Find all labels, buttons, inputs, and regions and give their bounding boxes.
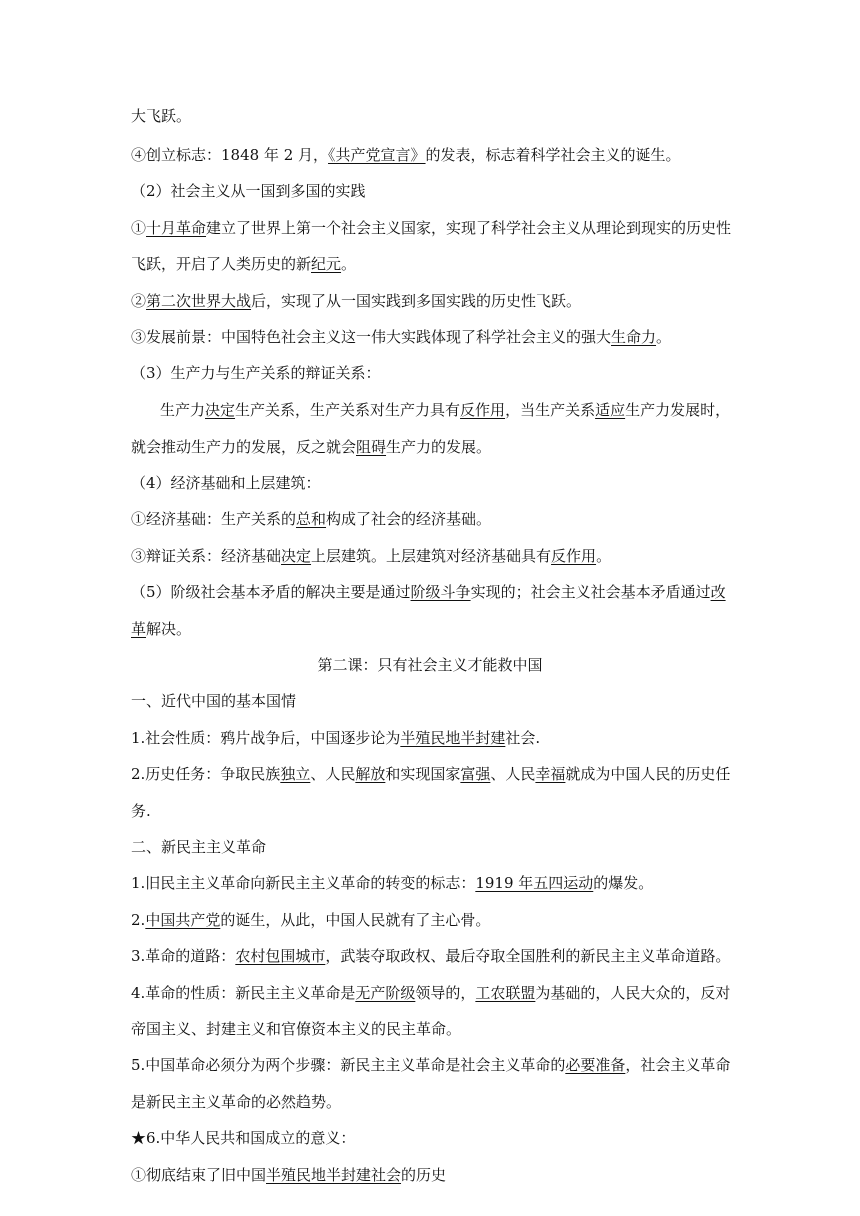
text-line: 1.社会性质：鸦片战争后，中国逐步论为半殖民地半封建社会. [131,729,541,747]
key-term: 纪元 [311,255,342,273]
lesson-title: 第二课：只有社会主义才能救中国 [317,656,543,674]
text-line: 5.中国革命必须分为两个步骤：新民主主义革命是社会主义革命的必要准备，社会主义革命 [131,1056,731,1074]
key-term: 富强 [460,765,491,783]
section-heading: 一、近代中国的基本国情 [131,692,297,710]
section-heading: （4）经济基础和上层建筑： [131,474,321,492]
text-line: ①彻底结束了旧中国半殖民地半封建社会的历史 [131,1166,447,1184]
text-line: ④创立标志：1848 年 2 月，《共产党宣言》的发表，标志着科学社会主义的诞生。 [131,146,681,164]
key-term: 改 [710,583,726,601]
key-term: 阶级斗争 [410,583,471,601]
key-term: 半殖民地半封建 [400,729,506,747]
key-term: 无产阶级 [355,984,416,1002]
key-term: 决定 [205,401,236,419]
text-line: 2.历史任务：争取民族独立、人民解放和实现国家富强、人民幸福就成为中国人民的历史任 [131,765,731,783]
key-term: 农村包围城市 [235,947,326,965]
text-line: 大飞跃。 [131,107,192,125]
key-term: 决定 [281,547,312,565]
text-line: 1.旧民主主义革命向新民主主义革命的转变的标志：1919 年五四运动的爆发。 [131,874,654,892]
key-term: 解放 [355,765,386,783]
text-line: （5）阶级社会基本矛盾的解决主要是通过阶级斗争实现的；社会主义社会基本矛盾通过改 [131,583,726,601]
key-term: 《共产党宣言》 [328,146,426,164]
key-term: 阻碍 [356,438,387,456]
text-line: 就会推动生产力的发展，反之就会阻碍生产力的发展。 [131,438,492,456]
text-line: ③发展前景：中国特色社会主义这一伟大实践体现了科学社会主义的强大生命力。 [131,328,672,346]
text-line: 帝国主义、封建主义和官僚资本主义的民主革命。 [131,1020,462,1038]
key-term: 生命力 [611,328,657,346]
text-line: ③辩证关系：经济基础决定上层建筑。上层建筑对经济基础具有反作用。 [131,547,612,565]
text-line: 是新民主主义革命的必然趋势。 [131,1093,342,1111]
text-line: 生产力决定生产关系，生产关系对生产力具有反作用，当生产关系适应生产力发展时， [160,401,731,419]
key-term: 革 [131,620,147,638]
key-term: 总和 [296,510,327,528]
text-line: 飞跃，开启了人类历史的新纪元。 [131,255,357,273]
section-heading: ★6.中华人民共和国成立的意义： [131,1129,356,1147]
key-term: 半殖民地半封建社会 [266,1166,402,1184]
key-term: 反作用 [551,547,597,565]
text-line: ②第二次世界大战后，实现了从一国实践到多国实践的历史性飞跃。 [131,292,582,310]
text-line: ①经济基础：生产关系的总和构成了社会的经济基础。 [131,510,492,528]
key-term: 第二次世界大战 [146,292,252,310]
text-line: 革解决。 [131,620,192,638]
text-line: ①十月革命建立了世界上第一个社会主义国家，实现了科学社会主义从理论到现实的历史性 [131,219,732,237]
key-term: 十月革命 [146,219,207,237]
section-heading: 二、新民主主义革命 [131,838,267,856]
text-line: 3.革命的道路：农村包围城市，武装夺取政权、最后夺取全国胜利的新民主主义革命道路。 [131,947,731,965]
key-term: 中国共产党 [145,911,221,929]
text-line: 4.革命的性质：新民主主义革命是无产阶级领导的，工农联盟为基础的，人民大众的，反对 [131,984,731,1002]
key-term: 独立 [280,765,311,783]
key-term: 幸福 [535,765,566,783]
key-term: 1919 年五四运动 [475,874,594,892]
section-heading: （2）社会主义从一国到多国的实践 [131,182,366,200]
key-term: 反作用 [460,401,506,419]
key-term: 工农联盟 [475,984,536,1002]
text-line: 2.中国共产党的诞生，从此，中国人民就有了主心骨。 [131,911,491,929]
key-term: 必要准备 [565,1056,626,1074]
key-term: 适应 [595,401,626,419]
text-line: 务. [131,802,151,820]
section-heading: （3）生产力与生产关系的辩证关系： [131,364,381,382]
